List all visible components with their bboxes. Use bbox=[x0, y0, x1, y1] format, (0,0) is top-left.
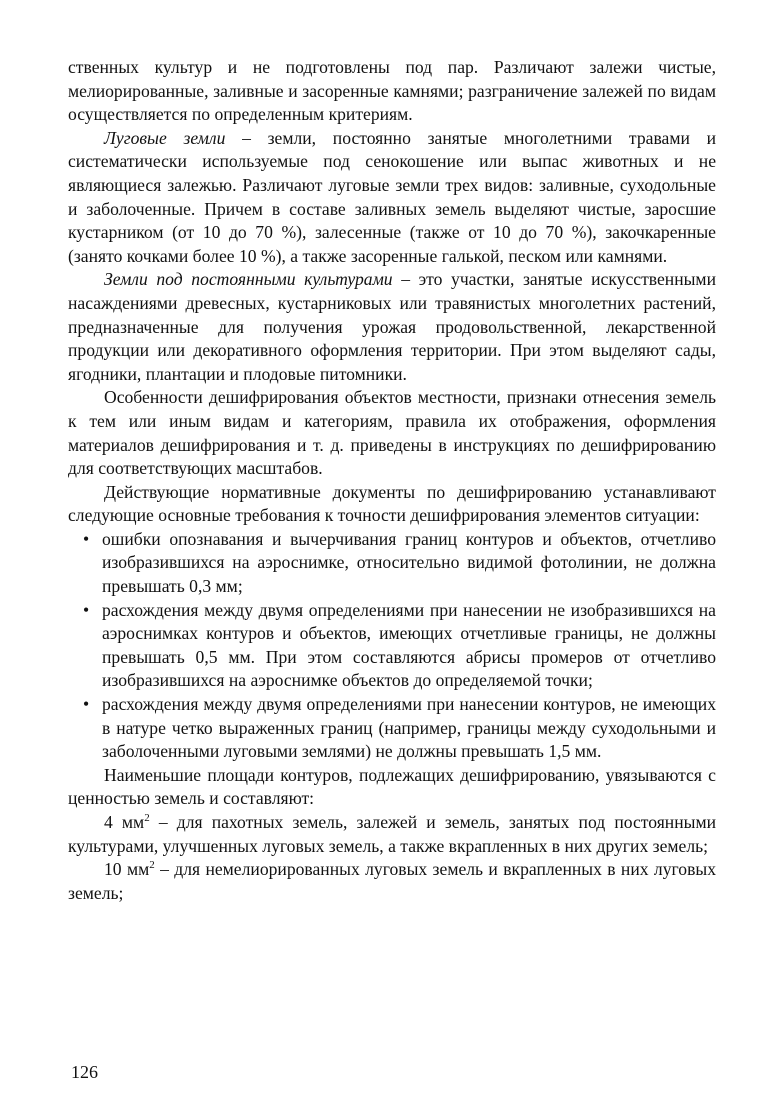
paragraph-min-area-10mm bbox=[68, 858, 716, 905]
area-value: 4 мм bbox=[104, 812, 145, 832]
area-unit-exponent: 2 bbox=[149, 859, 155, 872]
paragraph-min-area-4mm bbox=[68, 811, 716, 858]
list-item: • расхождения между двумя определениями при нанесении не изобразившихся на аэроснимках контуров и объектов, имеющих отчетливые границы, не должны превышать 0,5 мм. При этом составляются абрисы промеров от отчетливо изобразившихся на аэроснимке объектов до определяемой точки; bbox=[102, 599, 716, 693]
paragraph-interpretation-features: Особенности дешифрирования объектов местности, признаки отнесения земель к тем или иным видам и категориям, правила их отображения, оформления материалов дешифрирования и т. д. приведены в инструкциях по дешифрированию для соответствующих масштабов. bbox=[68, 387, 716, 479]
paragraph-requirements-intro: Действующие нормативные документы по дешифрированию устанавливают следующие основные требования к точности дешифрирования элементов ситуации: bbox=[68, 481, 716, 526]
list-item: • ошибки опознавания и вычерчивания границ контуров и объектов, отчетливо изобразившихся на аэроснимке, относительно видимой фотолинии, не должна превышать 0,3 мм; bbox=[102, 528, 716, 599]
term-meadow-lands: Луговые земли bbox=[104, 127, 226, 148]
area-unit-exponent: 2 bbox=[144, 812, 150, 824]
definition-meadow-lands: – земли, постоянно занятые многолетними травами и систематически используемые под сенокошение или выпас животных и не являющиеся залежью. Различают луговые земли трех видов: заливные, суходольные и заболоченные. Причем в составе заливных земель выделяют чистые, заросшие кустарником (от 10 до 70 %), залесенные (также от 10 до 70 %), закочкаренные (занято кочками более 10 %), а также засоренные галькой, песком или камнями. bbox=[68, 127, 716, 266]
area-value: 10 мм bbox=[104, 859, 150, 880]
term-permanent-crops: Земли под постоянными культурами bbox=[104, 269, 393, 290]
list-item: • расхождения между двумя определениями при нанесении контуров, не имеющих в натуре четко выраженных границ (например, границы между суходольными и заболоченными луговыми землями) не должны превышать 1,5 мм. bbox=[102, 693, 716, 764]
paragraph-min-areas-intro: Наименьшие площади контуров, подлежащих дешифрированию, увязываются с ценностью земель и составляют: bbox=[68, 764, 716, 809]
paragraph-permanent-crops bbox=[68, 268, 716, 386]
paragraph-meadow-lands bbox=[68, 127, 716, 269]
requirements-list bbox=[68, 528, 716, 764]
area-description: – для немелиорированных луговых земель и вкрапленных в них луговых земель; bbox=[68, 859, 716, 903]
page-body bbox=[68, 56, 716, 905]
page-number: 126 bbox=[71, 1062, 98, 1082]
paragraph-continuation: ственных культур и не подготовлены под пар. Различают залежи чистые, мелиорированные, заливные и засоренные камнями; разграничение залежей по видам осуществляется по определенным критериям. bbox=[68, 57, 716, 125]
definition-permanent-crops: – это участки, занятые искусственными насаждениями древесных, кустарниковых или травянистых многолетних растений, предназначенные для получения урожая продовольственной, лекарственной продукции или декоративного оформления территории. При этом выделяют сады, ягодники, плантации и плодовые питомники. bbox=[68, 269, 716, 384]
area-description: – для пахотных земель, залежей и земель, занятых под постоянными культурами, улучшенных луговых земель, а также вкрапленных в них других земель; bbox=[68, 812, 717, 856]
